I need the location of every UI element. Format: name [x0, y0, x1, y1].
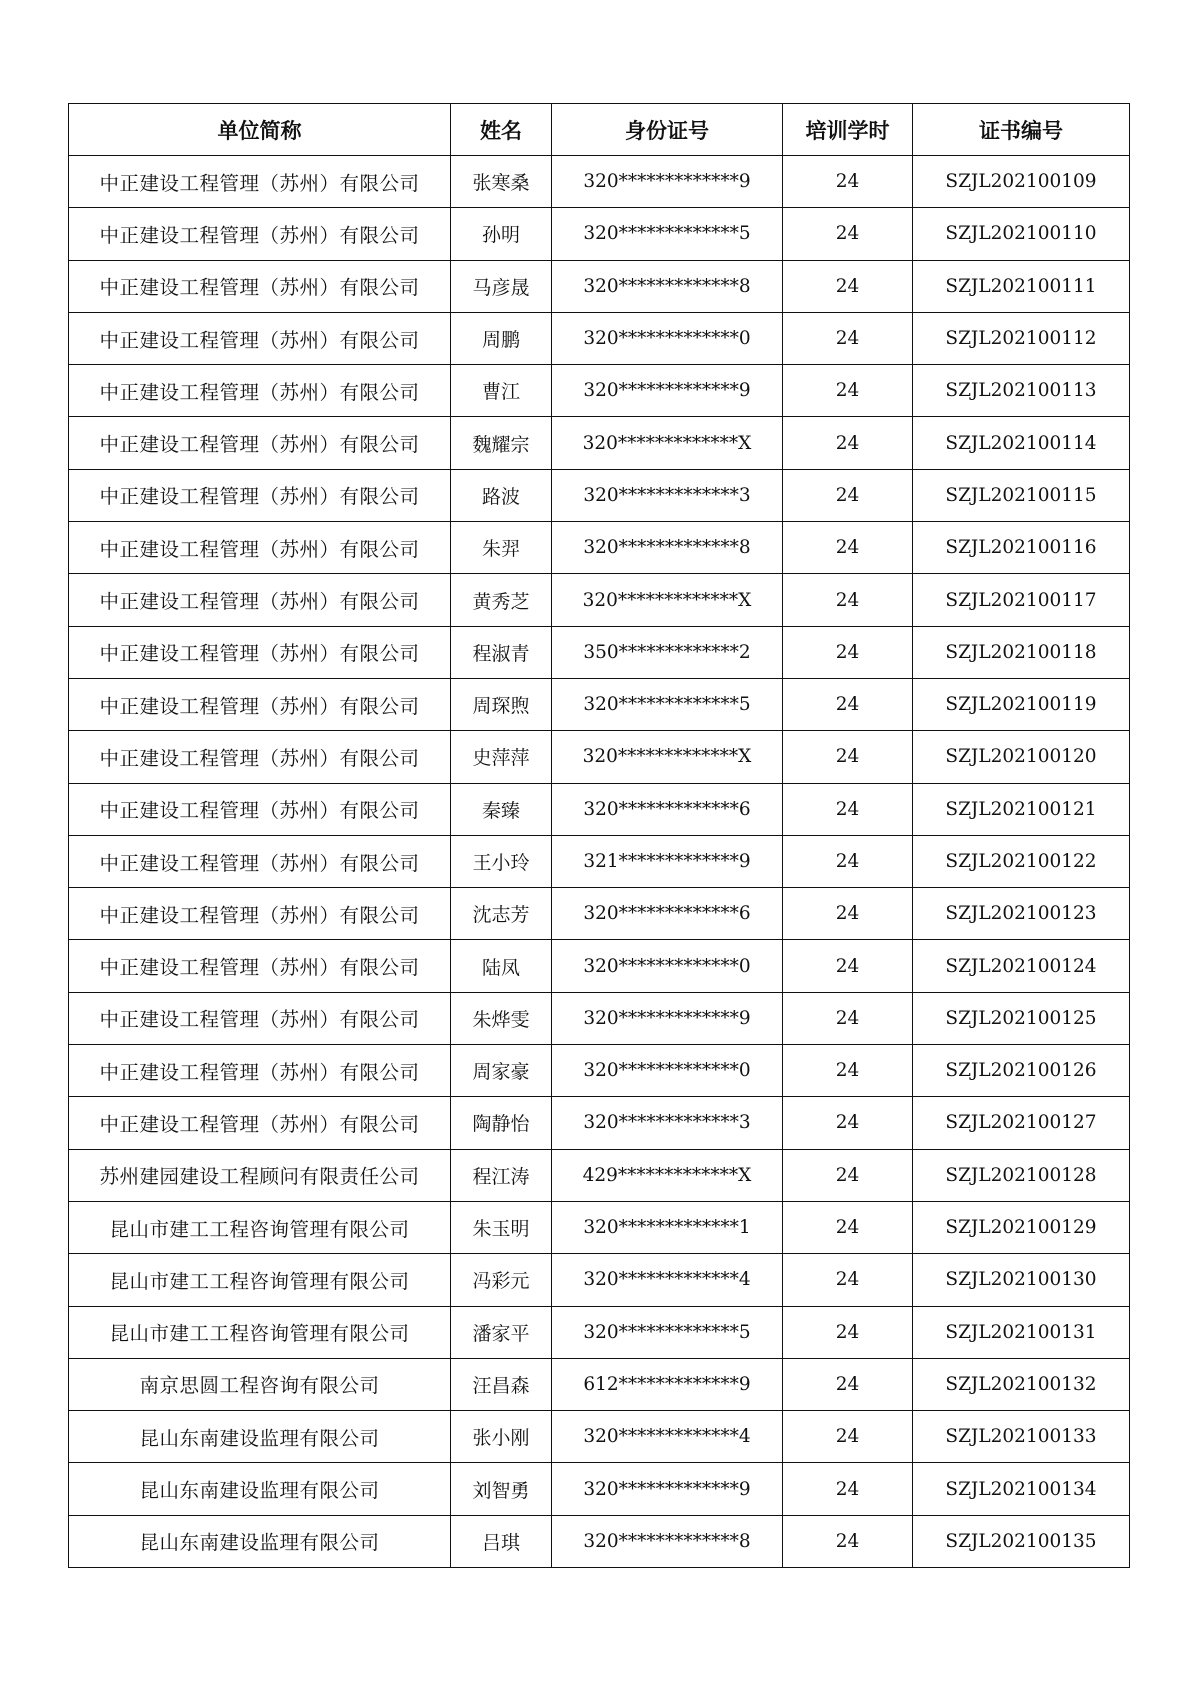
table-row — [69, 1515, 1130, 1567]
name-cell: 潘家平 — [451, 1306, 552, 1358]
id-number-cell: 320*************9 — [552, 1463, 783, 1515]
table-row — [69, 469, 1130, 521]
company-cell: 中正建设工程管理（苏州）有限公司 — [69, 1045, 451, 1097]
certificate-no-cell: SZJL202100120 — [913, 731, 1130, 783]
certificate-no-cell: SZJL202100132 — [913, 1358, 1130, 1410]
table-row — [69, 1358, 1130, 1410]
id-number-cell: 320*************0 — [552, 1045, 783, 1097]
company-cell: 中正建设工程管理（苏州）有限公司 — [69, 940, 451, 992]
company-cell: 中正建设工程管理（苏州）有限公司 — [69, 1097, 451, 1149]
certificate-no-cell: SZJL202100121 — [913, 783, 1130, 835]
company-cell: 中正建设工程管理（苏州）有限公司 — [69, 626, 451, 678]
certificate-no-cell: SZJL202100119 — [913, 678, 1130, 730]
table-row — [69, 835, 1130, 887]
training-hours-cell: 24 — [783, 208, 913, 260]
header-row — [69, 104, 1130, 156]
training-hours-cell: 24 — [783, 1045, 913, 1097]
id-number-cell: 320*************6 — [552, 783, 783, 835]
name-cell: 史萍萍 — [451, 731, 552, 783]
company-cell: 中正建设工程管理（苏州）有限公司 — [69, 574, 451, 626]
training-hours-cell: 24 — [783, 156, 913, 208]
table-row — [69, 1254, 1130, 1306]
certificate-no-cell: SZJL202100118 — [913, 626, 1130, 678]
table-row — [69, 992, 1130, 1044]
certificate-no-cell: SZJL202100129 — [913, 1201, 1130, 1253]
name-cell: 朱烨雯 — [451, 992, 552, 1044]
header-training-hours: 培训学时 — [783, 104, 913, 156]
company-cell: 中正建设工程管理（苏州）有限公司 — [69, 783, 451, 835]
certificate-no-cell: SZJL202100117 — [913, 574, 1130, 626]
name-cell: 张寒桑 — [451, 156, 552, 208]
table-row — [69, 940, 1130, 992]
id-number-cell: 320*************9 — [552, 365, 783, 417]
training-hours-cell: 24 — [783, 1201, 913, 1253]
certificate-no-cell: SZJL202100115 — [913, 469, 1130, 521]
id-number-cell: 320*************9 — [552, 992, 783, 1044]
company-cell: 中正建设工程管理（苏州）有限公司 — [69, 156, 451, 208]
table-row — [69, 1463, 1130, 1515]
certificate-no-cell: SZJL202100122 — [913, 835, 1130, 887]
id-number-cell: 320*************4 — [552, 1411, 783, 1463]
certificate-no-cell: SZJL202100127 — [913, 1097, 1130, 1149]
certificate-no-cell: SZJL202100113 — [913, 365, 1130, 417]
id-number-cell: 320*************X — [552, 731, 783, 783]
certificate-no-cell: SZJL202100110 — [913, 208, 1130, 260]
name-cell: 朱玉明 — [451, 1201, 552, 1253]
table-body — [69, 156, 1130, 1568]
training-hours-cell: 24 — [783, 365, 913, 417]
id-number-cell: 320*************9 — [552, 156, 783, 208]
certificate-no-cell: SZJL202100124 — [913, 940, 1130, 992]
certificate-no-cell: SZJL202100112 — [913, 312, 1130, 364]
company-cell: 中正建设工程管理（苏州）有限公司 — [69, 365, 451, 417]
certificate-no-cell: SZJL202100126 — [913, 1045, 1130, 1097]
table-row — [69, 1149, 1130, 1201]
training-hours-cell: 24 — [783, 783, 913, 835]
company-cell: 中正建设工程管理（苏州）有限公司 — [69, 678, 451, 730]
name-cell: 陆凤 — [451, 940, 552, 992]
training-hours-cell: 24 — [783, 888, 913, 940]
table-row — [69, 626, 1130, 678]
name-cell: 周家豪 — [451, 1045, 552, 1097]
table-row — [69, 208, 1130, 260]
id-number-cell: 320*************8 — [552, 260, 783, 312]
name-cell: 陶静怡 — [451, 1097, 552, 1149]
training-hours-cell: 24 — [783, 1254, 913, 1306]
certificate-no-cell: SZJL202100114 — [913, 417, 1130, 469]
id-number-cell: 429*************X — [552, 1149, 783, 1201]
id-number-cell: 320*************3 — [552, 469, 783, 521]
id-number-cell: 320*************3 — [552, 1097, 783, 1149]
name-cell: 马彦晟 — [451, 260, 552, 312]
name-cell: 吕琪 — [451, 1515, 552, 1567]
company-cell: 中正建设工程管理（苏州）有限公司 — [69, 835, 451, 887]
table-row — [69, 678, 1130, 730]
company-cell: 昆山东南建设监理有限公司 — [69, 1463, 451, 1515]
company-cell: 中正建设工程管理（苏州）有限公司 — [69, 312, 451, 364]
name-cell: 秦臻 — [451, 783, 552, 835]
certificate-no-cell: SZJL202100130 — [913, 1254, 1130, 1306]
certificate-no-cell: SZJL202100125 — [913, 992, 1130, 1044]
header-name: 姓名 — [451, 104, 552, 156]
table-row — [69, 1306, 1130, 1358]
company-cell: 昆山东南建设监理有限公司 — [69, 1515, 451, 1567]
name-cell: 黄秀芝 — [451, 574, 552, 626]
table-row — [69, 731, 1130, 783]
name-cell: 魏耀宗 — [451, 417, 552, 469]
company-cell: 中正建设工程管理（苏州）有限公司 — [69, 888, 451, 940]
company-cell: 南京思圆工程咨询有限公司 — [69, 1358, 451, 1410]
id-number-cell: 320*************5 — [552, 1306, 783, 1358]
id-number-cell: 320*************0 — [552, 940, 783, 992]
id-number-cell: 612*************9 — [552, 1358, 783, 1410]
id-number-cell: 320*************X — [552, 574, 783, 626]
certificate-no-cell: SZJL202100111 — [913, 260, 1130, 312]
table-row — [69, 365, 1130, 417]
company-cell: 昆山市建工工程咨询管理有限公司 — [69, 1201, 451, 1253]
id-number-cell: 320*************0 — [552, 312, 783, 364]
company-cell: 中正建设工程管理（苏州）有限公司 — [69, 208, 451, 260]
header-certificate-no: 证书编号 — [913, 104, 1130, 156]
training-hours-cell: 24 — [783, 835, 913, 887]
name-cell: 冯彩元 — [451, 1254, 552, 1306]
training-hours-cell: 24 — [783, 469, 913, 521]
training-hours-cell: 24 — [783, 312, 913, 364]
name-cell: 程淑青 — [451, 626, 552, 678]
id-number-cell: 320*************1 — [552, 1201, 783, 1253]
company-cell: 昆山东南建设监理有限公司 — [69, 1411, 451, 1463]
certificate-no-cell: SZJL202100135 — [913, 1515, 1130, 1567]
certificate-no-cell: SZJL202100133 — [913, 1411, 1130, 1463]
company-cell: 昆山市建工工程咨询管理有限公司 — [69, 1306, 451, 1358]
name-cell: 程江涛 — [451, 1149, 552, 1201]
name-cell: 汪昌森 — [451, 1358, 552, 1410]
training-hours-cell: 24 — [783, 1306, 913, 1358]
training-hours-cell: 24 — [783, 940, 913, 992]
certificate-no-cell: SZJL202100109 — [913, 156, 1130, 208]
company-cell: 中正建设工程管理（苏州）有限公司 — [69, 260, 451, 312]
table-row — [69, 783, 1130, 835]
id-number-cell: 350*************2 — [552, 626, 783, 678]
name-cell: 沈志芳 — [451, 888, 552, 940]
training-hours-cell: 24 — [783, 1358, 913, 1410]
name-cell: 路波 — [451, 469, 552, 521]
training-hours-cell: 24 — [783, 574, 913, 626]
table-row — [69, 417, 1130, 469]
company-cell: 苏州建园建设工程顾问有限责任公司 — [69, 1149, 451, 1201]
header-id-number: 身份证号 — [552, 104, 783, 156]
name-cell: 刘智勇 — [451, 1463, 552, 1515]
name-cell: 周琛煦 — [451, 678, 552, 730]
table-header — [69, 104, 1130, 156]
id-number-cell: 320*************6 — [552, 888, 783, 940]
training-hours-cell: 24 — [783, 260, 913, 312]
table-row — [69, 1097, 1130, 1149]
name-cell: 孙明 — [451, 208, 552, 260]
header-company: 单位简称 — [69, 104, 451, 156]
company-cell: 中正建设工程管理（苏州）有限公司 — [69, 522, 451, 574]
id-number-cell: 320*************8 — [552, 522, 783, 574]
name-cell: 朱羿 — [451, 522, 552, 574]
table-row — [69, 574, 1130, 626]
certificate-no-cell: SZJL202100123 — [913, 888, 1130, 940]
table-row — [69, 1201, 1130, 1253]
certificate-no-cell: SZJL202100116 — [913, 522, 1130, 574]
table-row — [69, 260, 1130, 312]
training-hours-cell: 24 — [783, 1149, 913, 1201]
name-cell: 王小玲 — [451, 835, 552, 887]
table-row — [69, 1045, 1130, 1097]
id-number-cell: 321*************9 — [552, 835, 783, 887]
table-row — [69, 522, 1130, 574]
id-number-cell: 320*************8 — [552, 1515, 783, 1567]
company-cell: 中正建设工程管理（苏州）有限公司 — [69, 731, 451, 783]
training-hours-cell: 24 — [783, 417, 913, 469]
certificate-no-cell: SZJL202100134 — [913, 1463, 1130, 1515]
training-hours-cell: 24 — [783, 626, 913, 678]
table-row — [69, 1411, 1130, 1463]
training-hours-cell: 24 — [783, 992, 913, 1044]
training-roster-table — [68, 103, 1130, 1568]
table-row — [69, 312, 1130, 364]
training-hours-cell: 24 — [783, 1411, 913, 1463]
training-hours-cell: 24 — [783, 1463, 913, 1515]
company-cell: 昆山市建工工程咨询管理有限公司 — [69, 1254, 451, 1306]
certificate-no-cell: SZJL202100131 — [913, 1306, 1130, 1358]
training-hours-cell: 24 — [783, 1097, 913, 1149]
id-number-cell: 320*************5 — [552, 678, 783, 730]
company-cell: 中正建设工程管理（苏州）有限公司 — [69, 417, 451, 469]
training-hours-cell: 24 — [783, 1515, 913, 1567]
table-row — [69, 888, 1130, 940]
company-cell: 中正建设工程管理（苏州）有限公司 — [69, 469, 451, 521]
training-hours-cell: 24 — [783, 678, 913, 730]
id-number-cell: 320*************5 — [552, 208, 783, 260]
company-cell: 中正建设工程管理（苏州）有限公司 — [69, 992, 451, 1044]
id-number-cell: 320*************4 — [552, 1254, 783, 1306]
name-cell: 张小刚 — [451, 1411, 552, 1463]
table-row — [69, 156, 1130, 208]
training-hours-cell: 24 — [783, 522, 913, 574]
training-hours-cell: 24 — [783, 731, 913, 783]
name-cell: 曹江 — [451, 365, 552, 417]
id-number-cell: 320*************X — [552, 417, 783, 469]
certificate-no-cell: SZJL202100128 — [913, 1149, 1130, 1201]
name-cell: 周鹏 — [451, 312, 552, 364]
